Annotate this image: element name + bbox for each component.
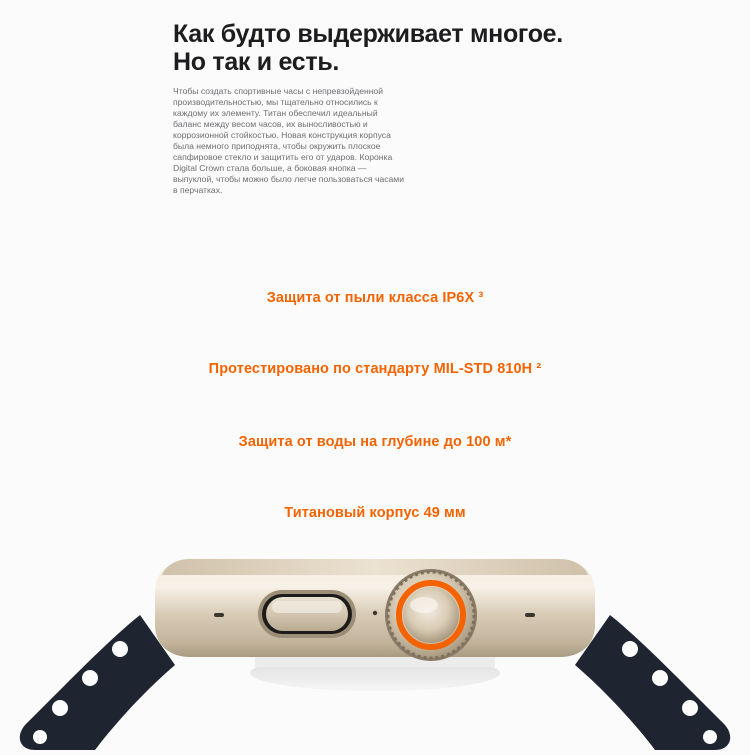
feature-mil-std: Протестировано по стандарту MIL-STD 810H ² [208, 361, 542, 377]
feature-water-resistance: Защита от воды на глубине до 100 м* [238, 434, 512, 450]
watch-side-illustration [0, 545, 750, 750]
body-copy: Чтобы создать спортивные часы с непревзойденной производительностью, мы тщательно относились к каждому их элементу. Титан обеспечил идеальный баланс между весом часов, их выносливостью и коррозионной стойкостью. Новая конструкция корпуса была немного приподнята, чтобы окружить плоское сапфировое стекло и защитить его от ударов. Коронка Digital Crown стала больше, а боковая кнопка — выпуклой, чтобы можно было легче пользоваться часами в перчатках. [173, 86, 405, 195]
watch-image [0, 545, 750, 750]
side-button-icon [258, 590, 356, 638]
digital-crown-icon [385, 569, 477, 661]
watch-case [155, 559, 595, 657]
feature-titanium-case: Титановый корпус 49 мм [284, 505, 466, 521]
right-band [575, 615, 730, 750]
feature-dust-resistance: Защита от пыли класса IP6X ³ [266, 290, 484, 306]
headline-line-2: Но так и есть. [173, 48, 340, 76]
headline-line-1: Как будто выдерживает многое. [173, 20, 563, 48]
left-band [20, 615, 175, 750]
